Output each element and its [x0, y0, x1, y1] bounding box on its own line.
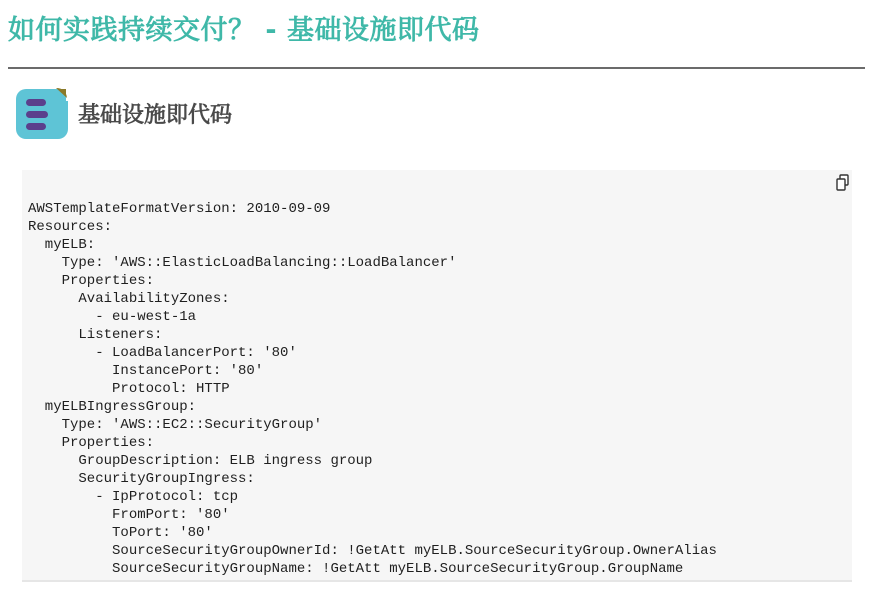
code-line: myELB:	[28, 237, 96, 253]
code-line: ToPort: '80'	[28, 525, 213, 541]
code-line: SecurityGroupIngress:	[28, 471, 255, 487]
code-line: - IpProtocol: tcp	[28, 489, 239, 505]
code-line: - LoadBalancerPort: '80'	[28, 345, 297, 361]
copy-icon[interactable]	[836, 174, 850, 192]
code-line: FromPort: '80'	[28, 507, 230, 523]
page-title: 如何实践持续交付？ - 基础设施即代码	[8, 15, 480, 46]
code-line: Type: 'AWS::EC2::SecurityGroup'	[28, 417, 323, 433]
list-bookmark-icon	[14, 85, 70, 141]
code-line: AvailabilityZones:	[28, 291, 230, 307]
code-line: Protocol: HTTP	[28, 381, 230, 397]
code-line: Type: 'AWS::ElasticLoadBalancing::LoadBalancer'	[28, 255, 457, 271]
code-line: Listeners:	[28, 327, 163, 343]
code-line: AWSTemplateFormatVersion: 2010-09-09	[28, 201, 331, 217]
code-line: Properties:	[28, 273, 155, 289]
code-lines	[28, 200, 848, 578]
code-block	[22, 170, 852, 582]
code-line: - eu-west-1a	[28, 309, 197, 325]
code-line: myELBIngressGroup:	[28, 399, 197, 415]
code-line: InstancePort: '80'	[28, 363, 264, 379]
code-line: GroupDescription: ELB ingress group	[28, 453, 373, 469]
code-line: Properties:	[28, 435, 155, 451]
section-header	[14, 84, 232, 142]
section-title: 基础设施即代码	[78, 102, 233, 128]
title-divider	[8, 67, 865, 69]
code-line: SourceSecurityGroupName: !GetAtt myELB.SourceSecurityGroup.GroupName	[28, 561, 684, 577]
code-line: SourceSecurityGroupOwnerId: !GetAtt myELB.SourceSecurityGroup.OwnerAlias	[28, 543, 717, 559]
code-line: Resources:	[28, 219, 113, 235]
